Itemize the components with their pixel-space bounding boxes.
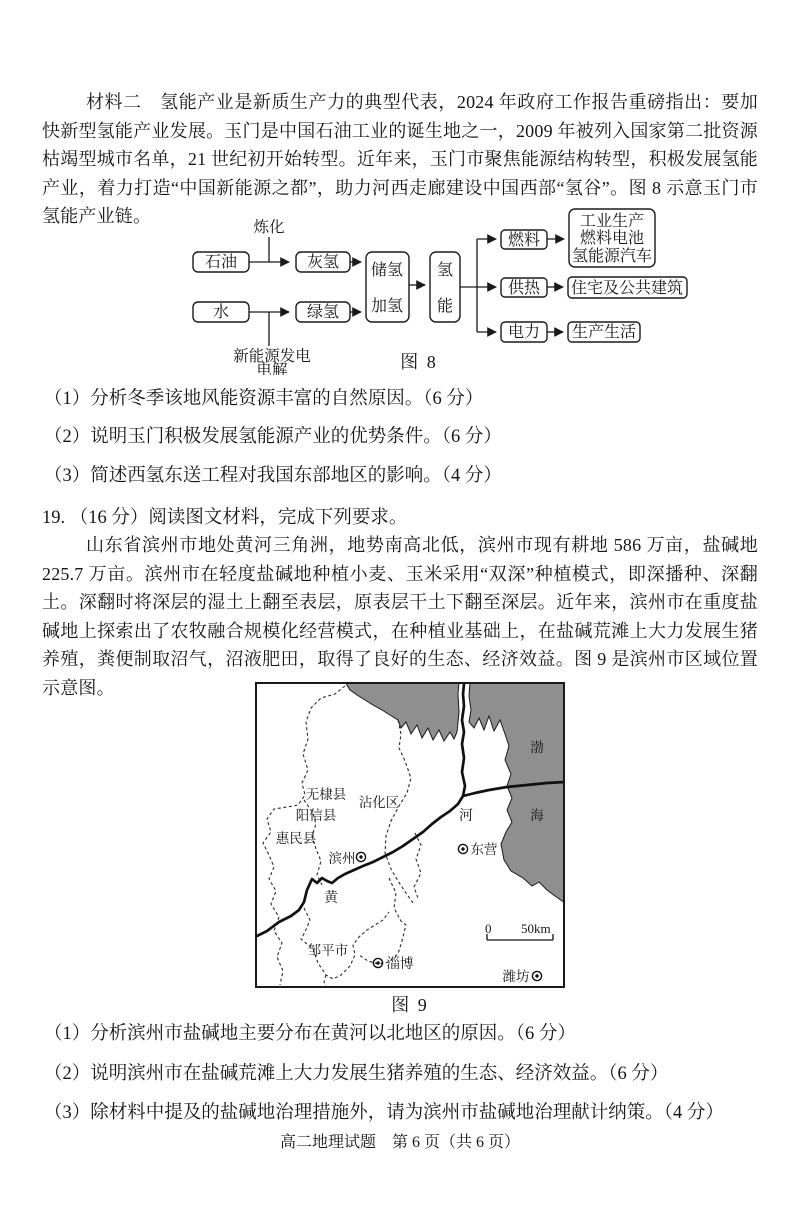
hydrogen-energy-char1: 氢 [436, 262, 454, 279]
figure8-caption: 图 8 [400, 352, 438, 372]
county-boundary-southeast [359, 878, 406, 964]
question19-question-1: （1）分析滨州市盐碱地主要分布在黄河以北地区的原因。（6 分） [44, 1024, 576, 1044]
city-marker-binzhou [356, 852, 365, 861]
city-label-zibo: 淄博 [386, 956, 414, 971]
hydrogen-energy-char2: 能 [436, 298, 454, 315]
material2-question-1: （1）分析冬季该地风能资源丰富的自然原因。（6 分） [44, 389, 484, 409]
county-label-wudi: 无棣县 [305, 787, 347, 802]
county-boundary-east-lower [414, 833, 421, 898]
county-boundary-east [385, 720, 413, 903]
question19-heading: 19. （16 分）阅读图文材料，完成下列要求。 [42, 508, 408, 528]
grey-hydrogen-label: 灰氢 [306, 254, 340, 271]
scale-zero-label: 0 [485, 921, 492, 936]
county-label-yangxin: 阳信县 [295, 808, 337, 823]
petroleum-label: 石油 [204, 254, 238, 271]
scale-distance-label: 50km [521, 921, 551, 936]
industry-label-line2: 燃料电池 [579, 230, 645, 247]
production-life-label: 生产生活 [571, 324, 637, 341]
figure9-map [255, 682, 565, 988]
figure8-svg [180, 205, 760, 375]
material2-paragraph: 材料二 氢能产业是新质生产力的典型代表，2024 年政府工作报告重磅指出：要加快新型氢能产业发展。玉门是中国石油工业的诞生地之一，2009 年被列入国家第二批资源枯竭型城市名单，21 世纪初开始转型。近年来，玉门市聚焦能源结构转型，积极发展氢能产业，着力打造“中国新能源之都”，助力河西走廊建设中国西部“氢谷”。图 8 示意玉门市氢能产业链。 [42, 92, 758, 226]
city-marker-dongying [458, 844, 467, 853]
county-label-zhanhua: 沾化区 [358, 795, 400, 810]
electrolysis-label-line2: 电解 [256, 362, 288, 375]
material2-question-3: （3）简述西氢东送工程对我国东部地区的影响。（4 分） [44, 466, 502, 486]
bohai-sea-west [345, 682, 459, 741]
figure9-svg [255, 682, 565, 988]
storage-label-line2: 加氢 [370, 298, 404, 315]
figure8-diagram [180, 205, 760, 375]
fuel-label: 燃料 [507, 232, 541, 249]
buildings-label: 住宅及公共建筑 [570, 280, 684, 297]
storage-label-line1: 储氢 [370, 262, 404, 279]
water-label: 水 [212, 304, 230, 321]
heating-label: 供热 [507, 280, 541, 297]
page-footer: 高二地理试题 第 6 页（共 6 页） [279, 1134, 520, 1151]
refining-label: 炼化 [253, 219, 285, 236]
river-label-huang: 黄 [324, 891, 338, 906]
river-label-he: 河 [459, 809, 473, 824]
city-label-weifang: 潍坊 [502, 969, 530, 984]
question19-question-3: （3）除材料中提及的盐碱地治理措施外，请为滨州市盐碱地治理献计纳策。（4 分） [44, 1103, 724, 1123]
electrolysis-label-line1: 新能源发电 [233, 348, 311, 365]
city-label-dongying: 东营 [470, 842, 498, 857]
county-label-huimin: 惠民县 [275, 831, 317, 846]
question19-paragraph: 山东省滨州市地处黄河三角洲，地势南高北低，滨州市现有耕地 586 万亩，盐碱地 225.7 万亩。滨州市在轻度盐碱地种植小麦、玉米采用“双深”种植模式，即深播种、深翻土。深翻时将深层的湿土上翻至表层，原表层干土下翻至深层。近年来，滨州市在重度盐碱地上探索出了农牧融合规模化经营模式，在种植业基础上，在盐碱荒滩上大力发展生猪养殖，粪便制取沼气，沼液肥田，取得了良好的生态、经济效益。图 9 是滨州市区域位置示意图。 [42, 535, 758, 698]
question19-question-2: （2）说明滨州市在盐碱荒滩上大力发展生猪养殖的生态、经济效益。（6 分） [44, 1064, 669, 1084]
city-label-binzhou: 滨州 [328, 851, 356, 866]
city-marker-weifang [532, 971, 541, 980]
industry-label-line3: 氢能源汽车 [571, 248, 653, 265]
sea-label-char2: 海 [530, 808, 544, 823]
county-label-zouping: 邹平市 [307, 943, 349, 958]
industry-label-line1: 工业生产 [579, 213, 645, 230]
material2-question-2: （2）说明玉门积极发展氢能源产业的优势条件。（6 分） [44, 427, 502, 447]
green-hydrogen-label: 绿氢 [306, 304, 340, 321]
power-label: 电力 [507, 324, 541, 341]
figure9-caption: 图 9 [391, 995, 429, 1015]
sea-label-char1: 渤 [530, 740, 544, 755]
